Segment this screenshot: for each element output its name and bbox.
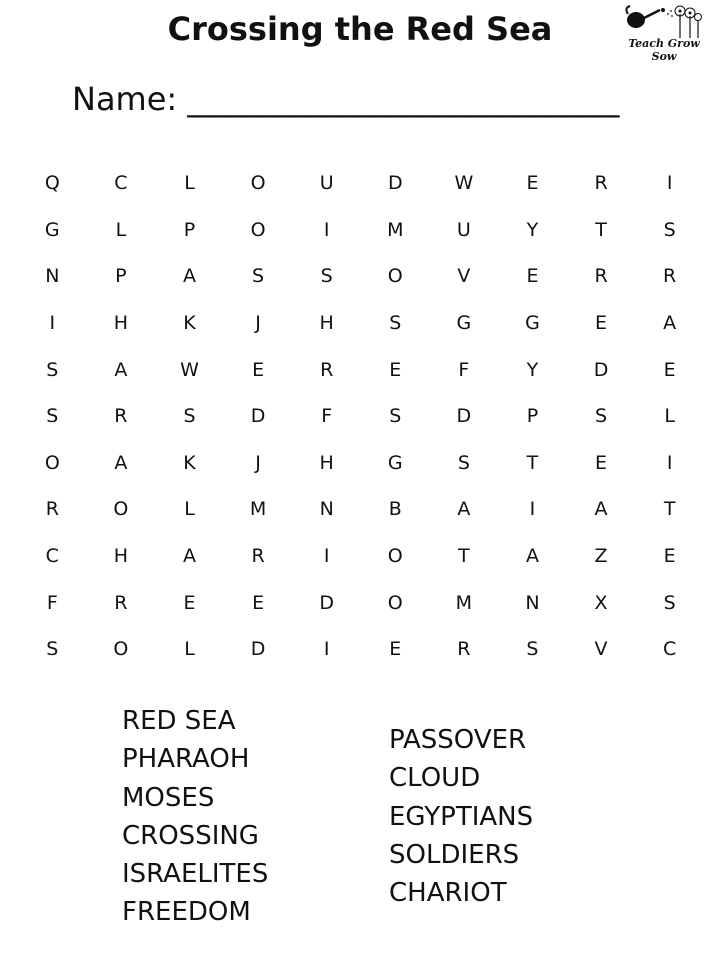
grid-letter: O xyxy=(387,591,403,614)
word-search-grid xyxy=(18,160,704,673)
grid-letter: D xyxy=(319,591,334,614)
word-list-item: SOLDIERS xyxy=(389,839,520,870)
grid-letter: L xyxy=(184,498,195,521)
grid-letter: P xyxy=(526,405,539,428)
grid-letter: P xyxy=(115,265,127,288)
grid-letter: A xyxy=(457,498,471,521)
grid-letter: R xyxy=(251,545,265,568)
name-field: Name: ___________________________ xyxy=(72,80,620,118)
grid-letter: H xyxy=(113,312,129,335)
grid-letter: I xyxy=(323,545,330,568)
grid-letter: E xyxy=(526,172,539,195)
grid-letter: J xyxy=(255,312,261,335)
grid-letter: E xyxy=(663,545,676,568)
word-list-item: CROSSING xyxy=(122,820,259,851)
grid-letter: O xyxy=(113,638,129,661)
grid-letter: R xyxy=(663,265,677,288)
word-list-item: RED SEA xyxy=(122,706,236,736)
word-list-item: CHARIOT xyxy=(389,878,507,909)
grid-letter: H xyxy=(113,545,129,568)
grid-letter: I xyxy=(49,312,56,335)
grid-letter: G xyxy=(44,218,60,241)
grid-letter: S xyxy=(183,405,196,428)
grid-letter: O xyxy=(113,498,129,521)
grid-letter: Y xyxy=(526,218,539,241)
grid-letter: V xyxy=(594,638,608,661)
grid-letter: L xyxy=(184,172,195,195)
grid-letter: S xyxy=(526,638,539,661)
grid-letter: V xyxy=(457,265,471,288)
grid-letter: O xyxy=(44,451,60,474)
grid-letter: L xyxy=(664,405,675,428)
grid-letter: R xyxy=(114,591,128,614)
grid-letter: D xyxy=(593,358,609,381)
grid-letter: M xyxy=(249,498,267,521)
grid-letter: H xyxy=(319,451,334,474)
grid-letter: I xyxy=(323,638,330,661)
word-list-item: EGYPTIANS xyxy=(389,801,534,832)
grid-letter: O xyxy=(387,265,403,288)
grid-letter: W xyxy=(180,358,199,381)
grid-letter: O xyxy=(250,218,266,241)
grid-letter: S xyxy=(595,405,608,428)
grid-letter: R xyxy=(45,498,59,521)
grid-letter: R xyxy=(594,265,608,288)
grid-letter: Y xyxy=(526,358,539,381)
grid-letter: R xyxy=(114,405,128,428)
grid-letter: W xyxy=(454,172,474,195)
grid-letter: D xyxy=(387,172,403,195)
grid-letter: E xyxy=(389,638,402,661)
grid-letter: E xyxy=(183,591,196,614)
grid-letter: G xyxy=(525,312,540,335)
grid-letter: E xyxy=(526,265,539,288)
grid-letter: F xyxy=(458,358,470,381)
logo-text: Teach Grow Sow xyxy=(628,37,700,63)
grid-letter: C xyxy=(114,172,128,195)
grid-letter: T xyxy=(458,545,470,568)
grid-letter: K xyxy=(183,451,196,474)
grid-letter: H xyxy=(319,312,334,335)
grid-letter: T xyxy=(526,451,539,474)
grid-letter: E xyxy=(252,358,265,381)
grid-letter: Z xyxy=(594,545,608,568)
grid-letter: A xyxy=(594,498,608,521)
grid-letter: K xyxy=(183,312,196,335)
grid-letter: E xyxy=(595,312,608,335)
grid-letter: E xyxy=(389,358,402,381)
grid-letter: C xyxy=(663,638,677,661)
grid-letter: D xyxy=(250,405,266,428)
grid-letter: O xyxy=(250,172,266,195)
grid-letter: T xyxy=(595,218,607,241)
grid-letter: N xyxy=(45,265,60,288)
grid-letter: D xyxy=(250,638,266,661)
grid-letter: E xyxy=(252,591,265,614)
grid-letter: S xyxy=(46,638,59,661)
grid-letter: M xyxy=(455,591,473,614)
grid-letter: S xyxy=(46,405,59,428)
grid-letter: L xyxy=(184,638,195,661)
grid-letter: L xyxy=(115,218,127,241)
grid-letter: U xyxy=(456,218,471,241)
grid-letter: C xyxy=(45,545,59,568)
grid-letter: I xyxy=(529,498,536,521)
grid-letter: A xyxy=(663,312,677,335)
word-list-column-2 xyxy=(389,721,533,912)
grid-letter: X xyxy=(594,591,608,614)
grid-letter: R xyxy=(457,638,471,661)
grid-letter: G xyxy=(456,312,472,335)
word-list-item: CLOUD xyxy=(389,763,481,794)
grid-letter: B xyxy=(388,498,402,521)
grid-letter: S xyxy=(252,265,265,288)
grid-letter: N xyxy=(525,591,540,614)
grid-letter: J xyxy=(255,451,261,474)
watering-can-flowers-icon xyxy=(622,0,702,40)
grid-letter: A xyxy=(182,265,196,288)
grid-letter: D xyxy=(456,405,472,428)
grid-letter: S xyxy=(320,265,333,288)
grid-letter: I xyxy=(666,451,673,474)
word-list-column-1 xyxy=(122,702,268,932)
grid-letter: S xyxy=(46,358,59,381)
grid-letter: U xyxy=(319,172,334,195)
grid-letter: E xyxy=(663,358,676,381)
grid-letter: O xyxy=(387,545,403,568)
word-list-item: PASSOVER xyxy=(389,725,527,755)
grid-letter: T xyxy=(663,498,676,521)
page-title: Crossing the Red Sea xyxy=(167,10,553,48)
grid-letter: S xyxy=(663,218,676,241)
word-list-item: ISRAELITES xyxy=(122,859,269,890)
grid-letter: I xyxy=(666,172,673,195)
grid-letter: A xyxy=(114,451,128,474)
grid-letter: M xyxy=(387,218,404,241)
grid-letter: R xyxy=(594,172,608,195)
grid-letter: S xyxy=(457,451,470,474)
grid-letter: N xyxy=(319,498,334,521)
grid-letter: S xyxy=(389,405,402,428)
grid-letter: S xyxy=(663,591,676,614)
grid-letter: G xyxy=(387,451,403,474)
grid-letter: E xyxy=(595,451,608,474)
grid-letter: R xyxy=(320,358,334,381)
grid-letter: P xyxy=(183,218,196,241)
grid-letter: S xyxy=(389,312,402,335)
grid-letter: A xyxy=(114,358,128,381)
grid-letter: A xyxy=(525,545,539,568)
grid-letter: F xyxy=(321,405,333,428)
grid-letter: I xyxy=(323,218,330,241)
word-list-item: MOSES xyxy=(122,782,215,813)
grid-letter: F xyxy=(46,591,58,614)
word-list-item: FREEDOM xyxy=(122,897,251,928)
word-list-item: PHARAOH xyxy=(122,744,250,775)
grid-letter: A xyxy=(182,545,196,568)
logo xyxy=(614,0,714,63)
grid-letter: Q xyxy=(44,172,60,195)
